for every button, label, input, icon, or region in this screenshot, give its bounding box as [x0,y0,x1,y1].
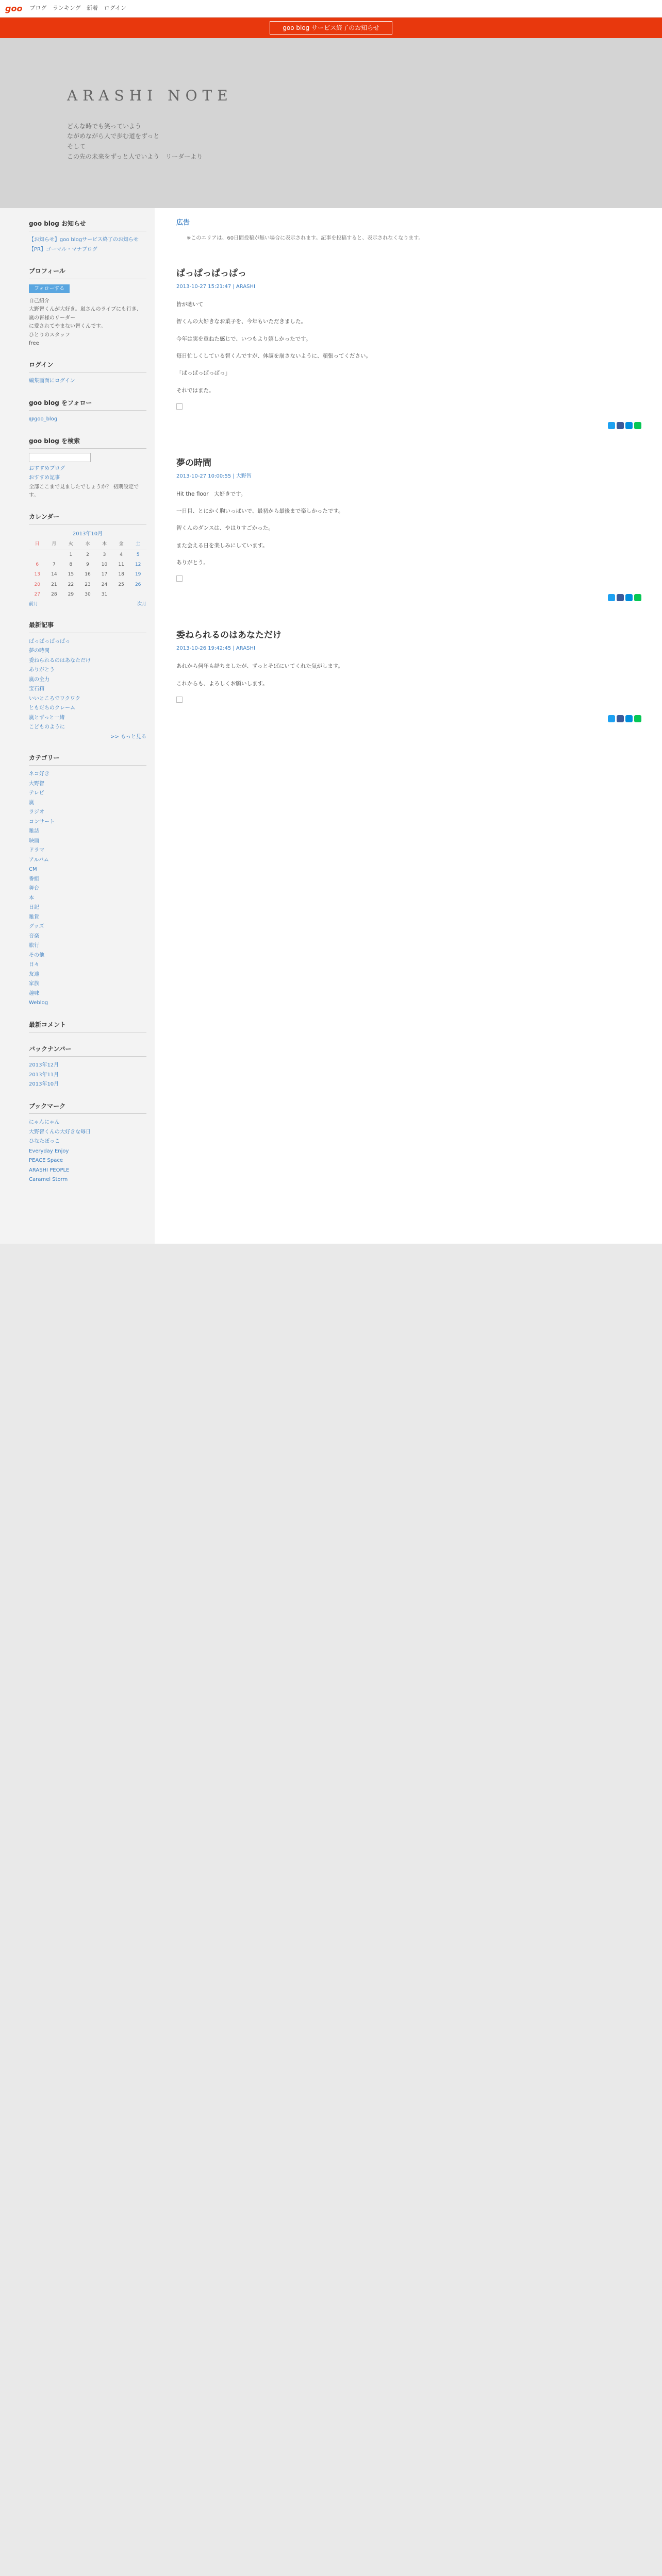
calendar-day[interactable]: 25 [118,582,124,587]
calendar-week [29,590,146,600]
calendar-weekday: 金 [113,539,130,550]
calendar [29,529,146,600]
category-link[interactable]: ラジオ [29,809,44,816]
line-share-icon[interactable] [634,422,641,429]
goo-top-bar [0,0,662,18]
post-paragraph: それではまた。 [176,387,214,394]
category-link[interactable]: 本 [29,895,34,901]
search-note: 全部ここまで見ましたでしょうか？ 初期設定です。 [29,484,139,499]
backnumber-link[interactable]: 2013年11月 [29,1072,59,1078]
share-buttons [176,594,641,601]
category-link[interactable]: 日々 [29,962,39,968]
category-link[interactable]: 趣味 [29,990,39,996]
profile-line: 自己紹介 [29,298,49,304]
calendar-day[interactable]: 23 [85,582,91,587]
profile-line: 大野智くんが大好き。嵐さんのライブにも行き、嵐の皆様のリーダー [29,307,142,321]
calendar-day[interactable]: 3 [103,552,106,557]
calendar-day[interactable]: 4 [120,552,123,557]
post-paragraph: 一日目、とにかく胸いっぱいで、最初から最後まで楽しかったです。 [176,508,344,515]
bookmark-link[interactable]: 大野智くんの大好きな毎日 [29,1129,91,1135]
goo-logo[interactable]: goo [5,3,23,13]
site-title[interactable]: ARASHI NOTE [67,87,233,104]
post-paragraph: また会える日を楽しみにしています。 [176,542,268,549]
post-paragraph: あれから何年も経ちましたが、ずっとそばにいてくれた気がします。 [176,663,344,670]
calendar-day[interactable]: 14 [51,572,57,578]
profile-text [29,297,146,348]
twitter-share-icon[interactable] [608,594,615,601]
category-link[interactable]: アルバム [29,857,49,863]
backnumber-heading: バックナンバー [29,1044,146,1057]
calendar-day[interactable]: 18 [118,572,124,578]
recent-post-link[interactable]: 宝石箱 [29,686,44,692]
post-image [176,575,183,582]
calendar-weekday: 火 [62,539,79,550]
category-link[interactable]: 大野智 [29,781,44,787]
calendar-day[interactable]: 1 [69,552,73,557]
recent-post-link[interactable]: こどものように [29,724,65,731]
calendar-week [29,550,146,560]
calendar-day[interactable]: 22 [68,582,74,587]
post-title[interactable]: ぱっぱっぱっぱっ [176,268,246,279]
post-body [176,662,641,688]
category-link[interactable]: 日記 [29,905,39,911]
calendar-day [29,550,46,560]
comments-heading: 最新コメント [29,1020,146,1032]
hatena-share-icon[interactable] [625,422,633,429]
bookmark-heading: ブックマーク [29,1101,146,1114]
hatena-share-icon[interactable] [625,594,633,601]
recommend-link[interactable]: おすすめ記事 [29,475,60,481]
tagline-line: ながめながら人で歩む道をずっと [67,132,160,140]
facebook-share-icon[interactable] [617,422,624,429]
calendar-day[interactable]: 7 [52,562,56,567]
sidebar [0,208,155,1244]
blog-post [176,266,641,429]
category-link[interactable]: グッズ [29,924,44,930]
calendar-day[interactable]: 15 [68,572,74,578]
search-input[interactable] [29,453,91,462]
calendar-day[interactable]: 5 [136,552,140,557]
main-content [155,208,662,1244]
category-link[interactable]: 雑誌 [29,828,39,835]
line-share-icon[interactable] [634,715,641,722]
post-paragraph: 今年は実を重ねた感じで、いつもより嬉しかったです。 [176,335,311,342]
hatena-share-icon[interactable] [625,715,633,722]
calendar-day [113,590,130,600]
profile-line: に愛されてやまない智くんです。 [29,324,106,330]
calendar-weekday: 水 [79,539,96,550]
category-link[interactable]: 番組 [29,876,39,882]
calendar-weekday: 月 [46,539,63,550]
goo-link[interactable]: ブログ [29,5,47,12]
calendar-weekday: 日 [29,539,46,550]
ad-label: 広告 [176,219,190,227]
calendar-days [29,550,146,600]
category-link[interactable]: ネコ好き [29,771,49,777]
recent-heading: 最新記事 [29,620,146,633]
calendar-nav [29,601,146,608]
profile-heading: プロフィール [29,266,146,279]
post-paragraph: 智くんのダンスは、やはりすごかった。 [176,525,274,532]
calendar-day[interactable]: 21 [51,582,57,587]
calendar-day[interactable]: 16 [85,572,91,578]
calendar-day [46,550,63,560]
facebook-share-icon[interactable] [617,594,624,601]
category-heading: カテゴリー [29,753,146,766]
bookmark-link[interactable]: PEACE Space [29,1158,63,1164]
calendar-weekday: 土 [129,539,146,550]
category-link[interactable]: 家族 [29,981,39,987]
notice-link[interactable]: 【PR】ゴーマル・マナブログ [29,246,97,252]
recent-post-link[interactable]: ぱっぱっぱっぱっ [29,638,70,645]
calendar-next-link[interactable]: 次月 [137,602,146,607]
post-meta[interactable]: 2013-10-27 10:00:55 | 大野智 [176,473,252,479]
category-link[interactable]: 嵐 [29,800,34,806]
category-link[interactable]: 旅行 [29,943,39,949]
calendar-day[interactable]: 2 [86,552,89,557]
goo-link[interactable]: ログイン [104,5,127,12]
login-link[interactable]: 編集画面にログイン [29,378,75,384]
recent-post-link[interactable]: ありがとう [29,667,55,673]
post-paragraph: 皆が聴いて [176,301,204,308]
post-paragraph: 智くんの大好きなお菓子を、今年もいただきました。 [176,318,306,325]
notice-bar [0,18,662,38]
ad-notice-text: ※このエリアは、60日間投稿が無い場合に表示されます。記事を投稿すると、表示されなくなります。 [187,235,424,242]
recent-more-link[interactable]: >> もっと見る [110,734,146,740]
calendar-day[interactable]: 13 [34,572,40,578]
tagline-line: この先の未来をずっと人でいよう リーダーより [67,152,203,160]
facebook-share-icon[interactable] [617,715,624,722]
calendar-day[interactable]: 24 [101,582,108,587]
calendar-day[interactable]: 28 [51,591,57,597]
calendar-day[interactable]: 19 [135,572,141,578]
category-link[interactable]: ドラマ [29,848,44,854]
bookmark-link[interactable]: Caramel Storm [29,1177,68,1183]
category-link[interactable]: 音楽 [29,933,39,939]
blog-post [176,628,641,722]
category-link[interactable]: テレビ [29,790,44,796]
page-body [0,208,662,1244]
post-image [176,403,183,410]
calendar-week [29,560,146,570]
category-link[interactable]: Weblog [29,1000,48,1006]
recent-post-link[interactable]: 委ねられるのはあなただけ [29,657,91,664]
calendar-day[interactable]: 26 [135,582,141,587]
goo-link[interactable]: ランキング [52,5,81,12]
login-heading: ログイン [29,360,146,372]
post-image [176,697,183,703]
recent-post-link[interactable]: 嵐の全力 [29,676,49,683]
profile-line: ひとりのスタッフ [29,332,70,338]
goo-links [29,4,130,13]
post-paragraph: これからも、よろしくお願いします。 [176,680,268,687]
search-heading: goo blog を検索 [29,436,146,449]
calendar-day[interactable]: 20 [34,582,40,587]
category-link[interactable]: 雑貨 [29,914,39,920]
bookmark-link[interactable]: Everyday Enjoy [29,1148,69,1154]
bookmark-list [29,1118,146,1185]
backnumber-link[interactable]: 2013年12月 [29,1062,59,1069]
tagline [67,122,662,162]
notice-link[interactable]: 【お知らせ】goo blogサービス終了のお知らせ [29,237,139,243]
post-paragraph: ありがとう。 [176,560,209,566]
recent-post-link[interactable]: いいところでワクワク [29,696,80,702]
post-title[interactable]: 委ねられるのはあなただけ [176,630,282,641]
calendar-weekday: 木 [96,539,113,550]
calendar-week [29,570,146,580]
category-link[interactable]: 映画 [29,838,39,844]
calendar-weekdays [29,539,146,550]
line-share-icon[interactable] [634,594,641,601]
bookmark-link[interactable]: ARASHI PEOPLE [29,1167,70,1173]
calendar-prev-link[interactable]: 前月 [29,602,39,607]
goo-link[interactable]: 新着 [87,5,98,12]
category-link[interactable]: 舞台 [29,886,39,892]
follow-heading: goo blog をフォロー [29,398,146,411]
twitter-follow-link[interactable]: @goo_blog [29,416,58,422]
post-title[interactable]: 夢の時間 [176,457,211,468]
share-buttons [176,715,641,722]
recent-post-link[interactable]: ともだちのクレーム [29,705,75,711]
category-list [29,770,146,1008]
backnumber-link[interactable]: 2013年10月 [29,1081,59,1088]
twitter-share-icon[interactable] [608,715,615,722]
calendar-day[interactable]: 17 [101,572,108,578]
calendar-day[interactable]: 12 [135,562,141,567]
post-paragraph: Hit the floor 大好きです。 [176,490,246,497]
calendar-week [29,580,146,590]
twitter-share-icon[interactable] [608,422,615,429]
post-list [176,266,641,722]
recent-post-link[interactable]: 夢の時間 [29,648,49,654]
blog-post [176,456,641,601]
share-buttons [176,422,641,429]
post-paragraph: 毎日忙しくしている智くんですが、体調を崩さないように、頑張ってください。 [176,352,371,359]
tagline-line: どんな時でも笑っていよう [67,122,142,130]
post-meta[interactable]: 2013-10-27 15:21:47 | ARASHI [176,283,255,290]
blog-header [0,38,662,208]
calendar-day[interactable]: 30 [85,591,91,597]
post-body [176,490,641,568]
post-meta[interactable]: 2013-10-26 19:42:45 | ARASHI [176,646,255,652]
profile-line: free [29,341,39,347]
recommend-link[interactable]: おすすめブログ [29,465,65,471]
calendar-day [129,590,146,600]
calendar-heading: カレンダー [29,512,146,524]
tagline-line: そして [67,143,86,150]
post-body [176,300,641,395]
service-end-notice-link[interactable]: goo blog サービス終了のお知らせ [270,21,392,35]
follow-button[interactable]: フォローする [29,284,70,293]
calendar-day[interactable]: 6 [36,562,39,567]
notice-heading: goo blog お知らせ [29,218,146,231]
search-form [29,453,146,462]
calendar-day[interactable]: 31 [101,591,108,597]
calendar-caption: 2013年10月 [72,531,103,537]
category-link[interactable]: 友達 [29,971,39,977]
backnumber-list [29,1061,146,1090]
calendar-day[interactable]: 29 [68,591,74,597]
bookmark-link[interactable]: にゃんにゃん [29,1120,60,1126]
calendar-day[interactable]: 9 [86,562,89,567]
calendar-day[interactable]: 10 [101,562,108,567]
calendar-day[interactable]: 27 [34,591,40,597]
calendar-day[interactable]: 8 [69,562,73,567]
category-link[interactable]: その他 [29,952,44,958]
recent-list [29,637,146,733]
post-paragraph: 「ぱっぱっぱっぱっ」 [176,370,230,377]
category-link[interactable]: CM [29,867,37,873]
bookmark-link[interactable]: ひなたぼっこ [29,1139,60,1145]
calendar-day[interactable]: 11 [118,562,124,567]
category-link[interactable]: コンサート [29,819,55,825]
recent-post-link[interactable]: 嵐とずっと一緒 [29,715,65,721]
